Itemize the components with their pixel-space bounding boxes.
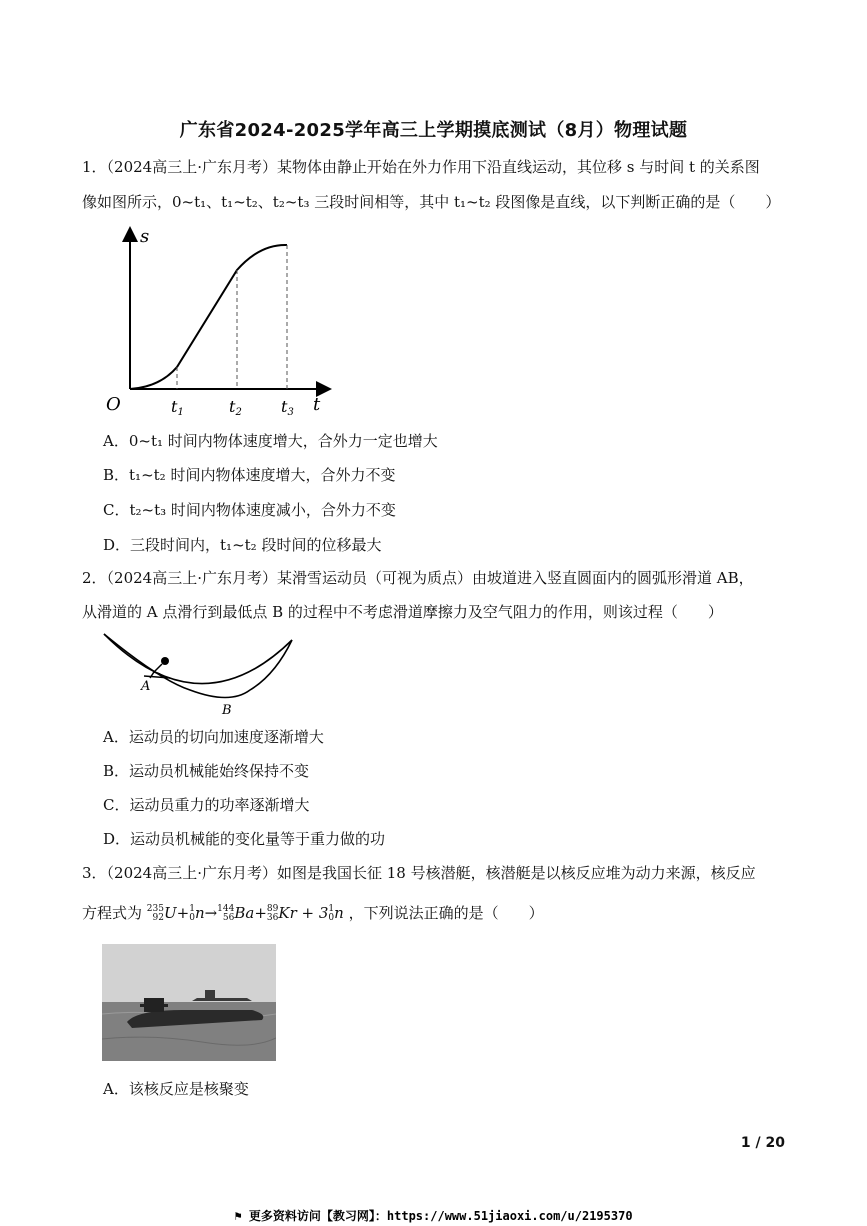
q2-ski-track-diagram bbox=[100, 630, 300, 720]
q3-stem-line1: 3．（2024高三上·广东月考）如图是我国长征 18 号核潜艇，核潜艇是以核反应堆为动力来源，核反应 bbox=[82, 864, 756, 882]
q3-formula-suffix: ，下列说法正确的是（ ） bbox=[348, 904, 544, 922]
q1-option-d[interactable]: D．三段时间内，t₁~t₂ 段时间的位移最大 bbox=[103, 536, 382, 554]
track-arc-lower bbox=[104, 634, 292, 684]
s-t-curve bbox=[130, 245, 287, 389]
skier-head-icon bbox=[161, 657, 169, 665]
page-number: 1 / 20 bbox=[740, 1135, 785, 1151]
q3-stem-line2 bbox=[82, 903, 544, 923]
q2-option-a[interactable]: A．运动员的切向加速度逐渐增大 bbox=[103, 728, 324, 746]
q2-stem-line1: 2．（2024高三上·广东月考）某滑雪运动员（可视为质点）由坡道进入竖直圆面内的圆弧形滑道 AB， bbox=[82, 569, 754, 587]
q1-option-a[interactable]: A．0~t₁ 时间内物体速度增大，合外力一定也增大 bbox=[103, 432, 438, 450]
origin-label: O bbox=[106, 394, 121, 415]
tick-t3: t3 bbox=[281, 397, 294, 418]
point-b-label: B bbox=[222, 703, 232, 718]
page-title: 广东省2024-2025学年高三上学期摸底测试（8月）物理试题 bbox=[179, 120, 688, 141]
y-axis-label: s bbox=[140, 226, 150, 247]
flag-icon: ⚑ bbox=[234, 1209, 249, 1223]
tick-t1: t1 bbox=[171, 397, 184, 418]
point-a-label: A bbox=[141, 679, 151, 694]
q1-displacement-time-graph bbox=[100, 222, 340, 422]
submarine-photo bbox=[102, 944, 276, 1061]
tick-t2: t2 bbox=[229, 397, 242, 418]
q3-formula-prefix: 方程式为 bbox=[82, 904, 143, 922]
q2-option-c[interactable]: C．运动员重力的功率逐渐增大 bbox=[103, 796, 310, 814]
q1-option-c[interactable]: C．t₂~t₃ 时间内物体速度减小，合外力不变 bbox=[103, 501, 396, 519]
q2-stem-line2: 从滑道的 A 点滑行到最低点 B 的过程中不考虑滑道摩擦力及空气阻力的作用，则该过程（ ） bbox=[82, 603, 723, 621]
footer-text[interactable]: 更多资料访问【教习网】：https://www.51jiaoxi.com/u/2195370 bbox=[248, 1209, 633, 1223]
q1-stem-line2: 像如图所示，0~t₁、t₁~t₂、t₂~t₃ 三段时间相等，其中 t₁~t₂ 段图像是直线，以下判断正确的是（ ） bbox=[82, 193, 781, 211]
submarine-icon bbox=[102, 944, 276, 1061]
track-arc bbox=[104, 634, 292, 698]
q1-option-b[interactable]: B．t₁~t₂ 时间内物体速度增大，合外力不变 bbox=[103, 466, 396, 484]
x-axis-label: t bbox=[313, 394, 321, 415]
q3-option-a[interactable]: A．该核反应是核聚变 bbox=[103, 1080, 249, 1098]
q2-option-b[interactable]: B．运动员机械能始终保持不变 bbox=[103, 762, 310, 780]
q1-stem-line1: 1．（2024高三上·广东月考）某物体由静止开始在外力作用下沿直线运动，其位移 s 与时间 t 的关系图 bbox=[82, 158, 760, 176]
q2-option-d[interactable]: D．运动员机械能的变化量等于重力做的功 bbox=[103, 830, 386, 848]
nuclear-equation: 235 92U+1 0n→144 56Ba+89 36Kr + 31 0n bbox=[146, 904, 349, 923]
footer-link[interactable] bbox=[0, 1207, 867, 1224]
